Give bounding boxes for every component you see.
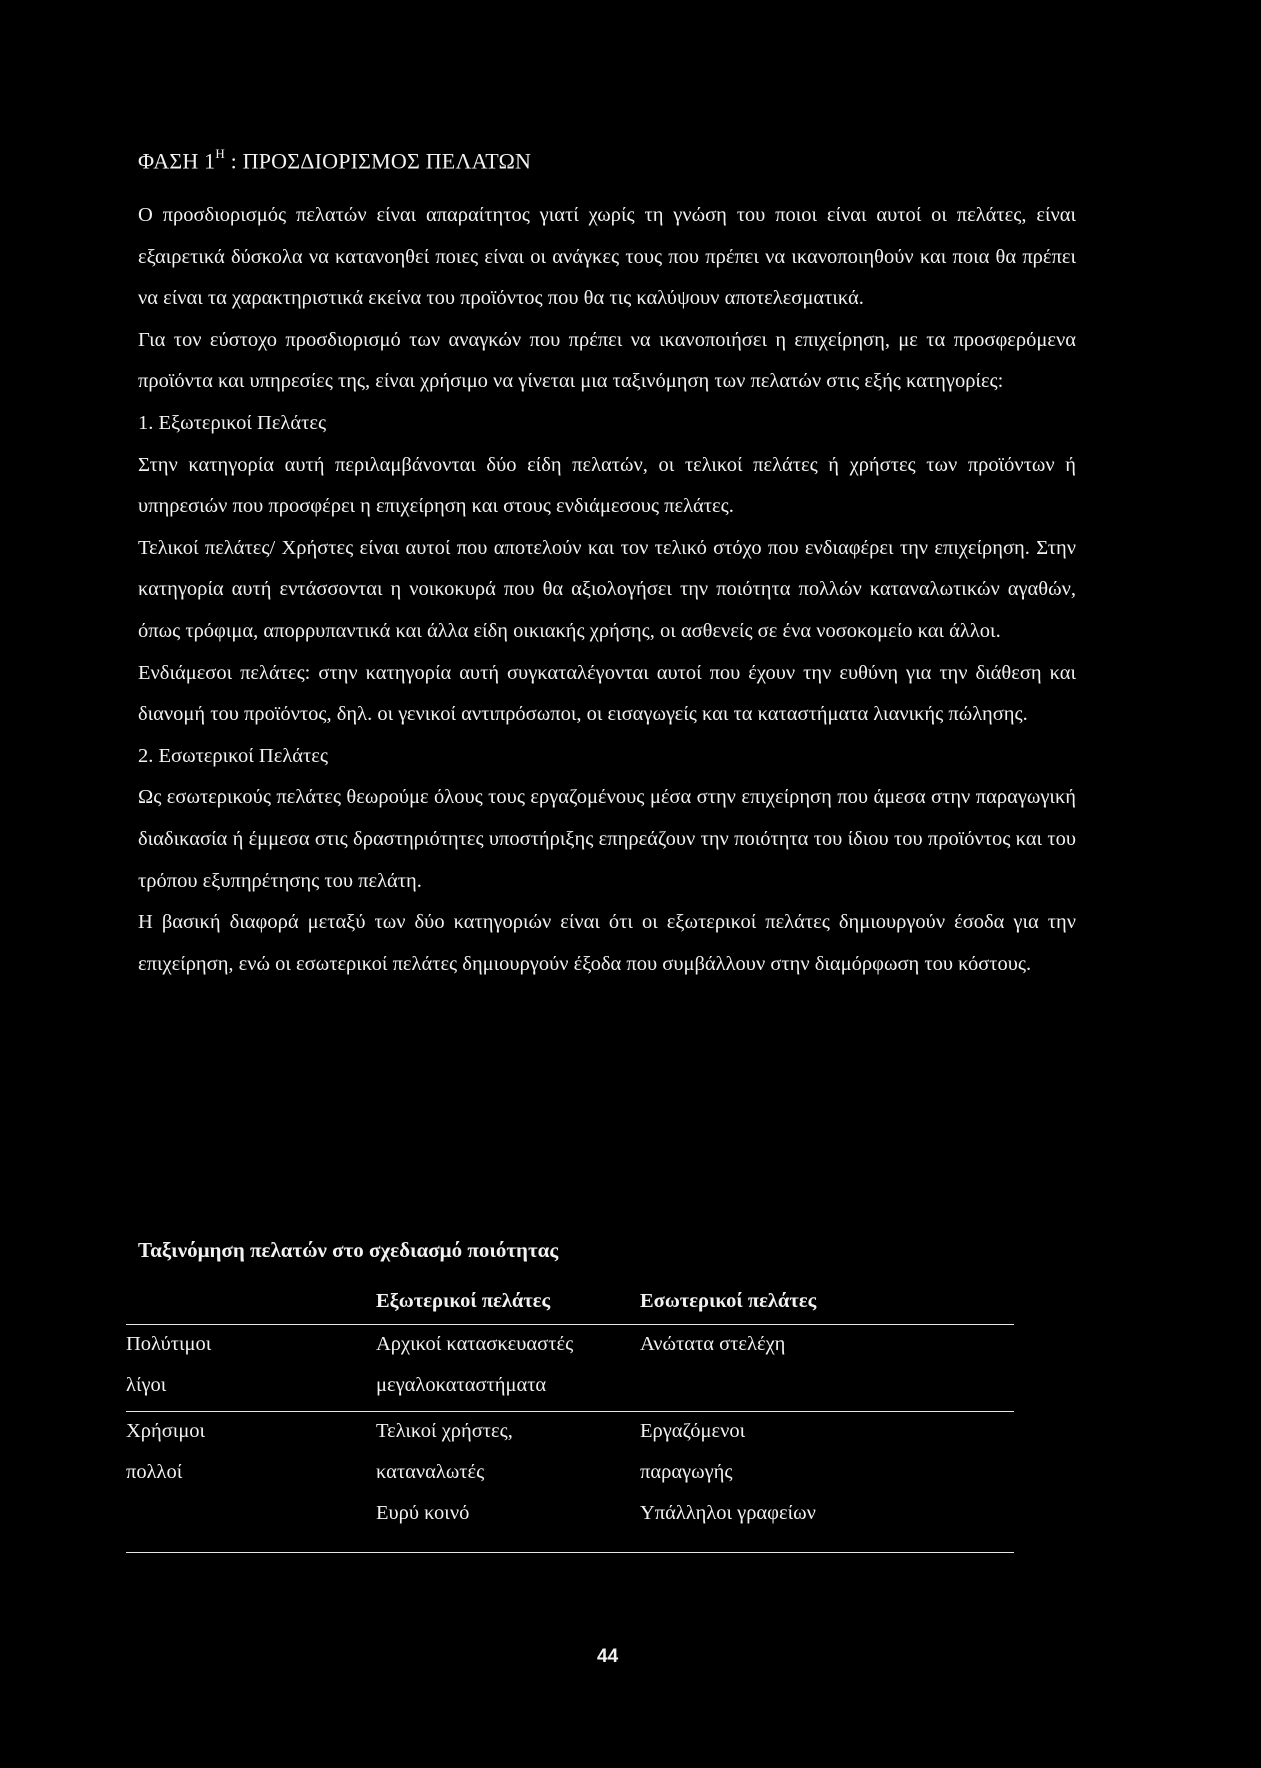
row2-label-line1: Χρήσιμοι [126, 1420, 206, 1442]
section-heading [138, 148, 531, 174]
row1-label-line2: λίγοι [126, 1374, 167, 1396]
row1-label-line1: Πολύτιμοι [126, 1333, 212, 1355]
row2-external-line1: Τελικοί χρήστες, [376, 1420, 513, 1442]
paragraph-needs: Για τον εύστοχο προσδιορισμό των αναγκών που πρέπει να ικανοποιήσει η επιχείρηση, με τα προσφερόμενα προϊόντα και υπηρεσίες της, είναι χρήσιμο να γίνεται μια ταξινόμηση των πελατών στις εξής κατηγορίες: [138, 328, 1076, 393]
table-rule-bottom [126, 1552, 1014, 1553]
page-number: 44 [597, 1646, 619, 1667]
heading-superscript: Η [215, 146, 225, 161]
paragraph-internal: Ως εσωτερικούς πελάτες θεωρούμε όλους τους εργαζομένους μέσα στην επιχείρηση που άμεσα στην παραγωγική διαδικασία ή έμμεσα στις δραστηριότητες υποστήριξης επηρεάζουν την ποιότητα του ίδιου του προϊόντος και του τρόπου εξυπηρέτησης του πελάτη. [138, 786, 1076, 892]
paragraph-external: Στην κατηγορία αυτή περιλαμβάνονται δύο είδη πελατών, οι τελικοί πελάτες ή χρήστες των προϊόντων ή υπηρεσιών που προσφέρει η επιχείρηση και στους ενδιάμεσους πελάτες. [138, 453, 1076, 518]
subheading-external-customers: 1. Εξωτερικοί Πελάτες [138, 411, 327, 434]
row2-label-line2: πολλοί [126, 1461, 183, 1483]
paragraph-intermediate: Ενδιάμεσοι πελάτες: στην κατηγορία αυτή συγκαταλέγονται αυτοί που έχουν την ευθύνη για την διάθεση και διανομή του προϊόντος, δηλ. οι γενικοί αντιπρόσωποι, οι εισαγωγείς και τα καταστήματα λιανικής πώλησης. [138, 661, 1076, 726]
row2-internal-line1: Εργαζόμενοι [640, 1420, 746, 1442]
body-text [138, 195, 1076, 985]
paragraph-end-users: Τελικοί πελάτες/ Χρήστες είναι αυτοί που αποτελούν και τον τελικό στόχο που ενδιαφέρει την επιχείρηση. Στην κατηγορία αυτή εντάσσονται η νοικοκυρά που θα αξιολογήσει την ποιότητα πολλών καταναλωτικών αγαθών, όπως τρόφιμα, απορρυπαντικά και άλλα είδη οικιακής χρήσης, οι ασθενείς σε ένα νοσοκομείο και άλλοι. [138, 536, 1076, 642]
row1-external-line2: μεγαλοκαταστήματα [376, 1374, 547, 1396]
paragraph-difference: Η βασική διαφορά μεταξύ των δύο κατηγοριών είναι ότι οι εξωτερικοί πελάτες δημιουργούν έσοδα για την επιχείρηση, ενώ οι εσωτερικοί πελάτες δημιουργούν έξοδα που συμβάλλουν στην διαμόρφωση του κόστους. [138, 911, 1076, 975]
row2-internal-line2: παραγωγής [640, 1461, 733, 1483]
table-rule-top [126, 1324, 1014, 1325]
row2-external-line2: καταναλωτές [376, 1461, 485, 1483]
subheading-internal-customers: 2. Εσωτερικοί Πελάτες [138, 744, 328, 767]
paragraph-intro: Ο προσδιορισμός πελατών είναι απαραίτητος γιατί χωρίς τη γνώση του ποιοι είναι αυτοί οι πελάτες, είναι εξαιρετικά δύσκολα να κατανοηθεί ποιες είναι οι ανάγκες τους που πρέπει να ικανοποιηθούν και ποια θα πρέπει να είναι τα χαρακτηριστικά εκείνα του προϊόντος που θα τις καλύψουν αποτελεσματικά. [138, 204, 1076, 310]
row2-external-line3: Ευρύ κοινό [376, 1502, 470, 1524]
header-internal-customers: Εσωτερικοί πελάτες [640, 1290, 817, 1312]
heading-rest: : ΠΡΟΣΔΙΟΡΙΣΜΟΣ ΠΕΛΑΤΩΝ [224, 148, 532, 174]
heading-prefix: ΦΑΣΗ 1 [138, 148, 216, 174]
row1-external-line1: Αρχικοί κατασκευαστές [376, 1333, 574, 1355]
table-rule-middle [126, 1411, 1014, 1412]
table-title: Ταξινόμηση πελατών στο σχεδιασμό ποιότητας [138, 1238, 559, 1262]
document-page [126, 0, 1078, 1768]
row2-internal-line3: Υπάλληλοι γραφείων [640, 1502, 816, 1524]
header-external-customers: Εξωτερικοί πελάτες [376, 1290, 551, 1312]
row1-internal-line1: Ανώτατα στελέχη [640, 1333, 786, 1355]
